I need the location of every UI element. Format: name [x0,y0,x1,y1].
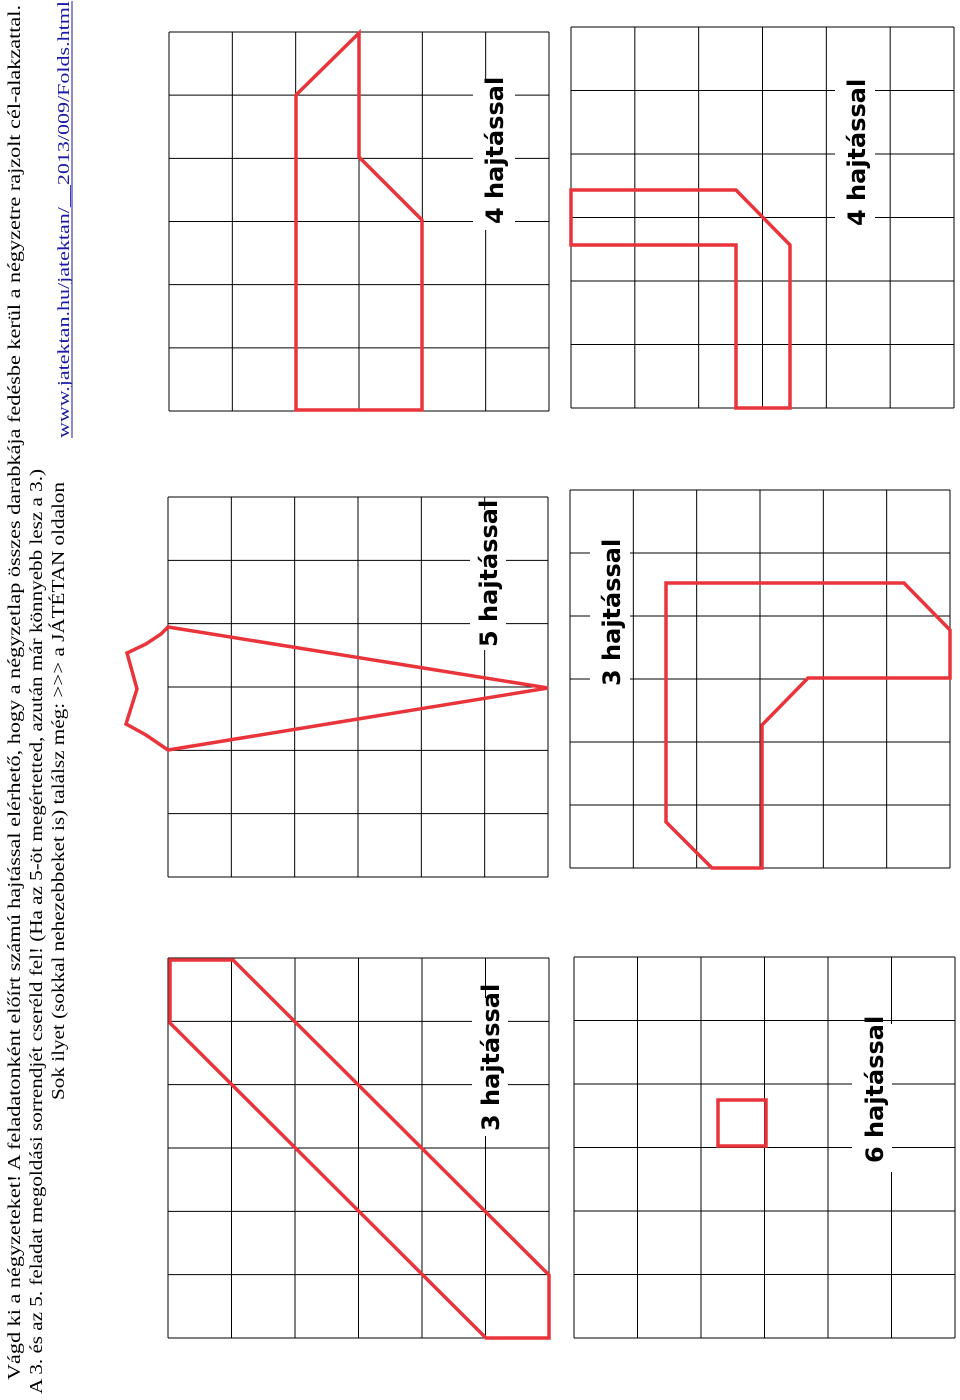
fold-count-label: 3 hajtással [477,983,505,1131]
puzzle-5 [570,490,950,868]
jatektan-link[interactable]: www.jatektan.hu/jatektan/__2013/009/Folds.html [54,110,73,438]
instruction-line-2: A 3. és az 5. feladat megoldási sorrendjét cseréld fel! (Ha az 5-öt megértetted, azután már könnyebb lesz a 3.) [26,626,46,1394]
fold-count-label: 6 hajtással [861,1015,889,1163]
puzzle-4 [574,957,955,1338]
target-shape [571,190,790,408]
fold-count-label: 5 hajtással [475,499,503,647]
instruction-line-1: Vágd ki a négyzeteket! A feladatonként előírt számú hajtással elérhető, hogy a négyzetlap összes darabkája fedésbe kerül a négyzetre rajzolt cél-alakzattal. [4,296,24,1380]
puzzle-2 [126,497,548,877]
fold-count-label: 4 hajtással [843,78,871,226]
instruction-line-3: Sok ilyet (sokkal nehezebbeket is) találsz még: >>> a JÁTÉTAN oldalon [48,588,68,1100]
target-shape [666,583,950,868]
puzzle-1 [168,958,549,1338]
puzzle-6 [571,27,954,408]
target-shape [718,1100,766,1146]
fold-count-label: 3 hajtással [598,538,626,686]
fold-count-label: 4 hajtással [481,76,509,224]
puzzle-3 [169,32,549,411]
